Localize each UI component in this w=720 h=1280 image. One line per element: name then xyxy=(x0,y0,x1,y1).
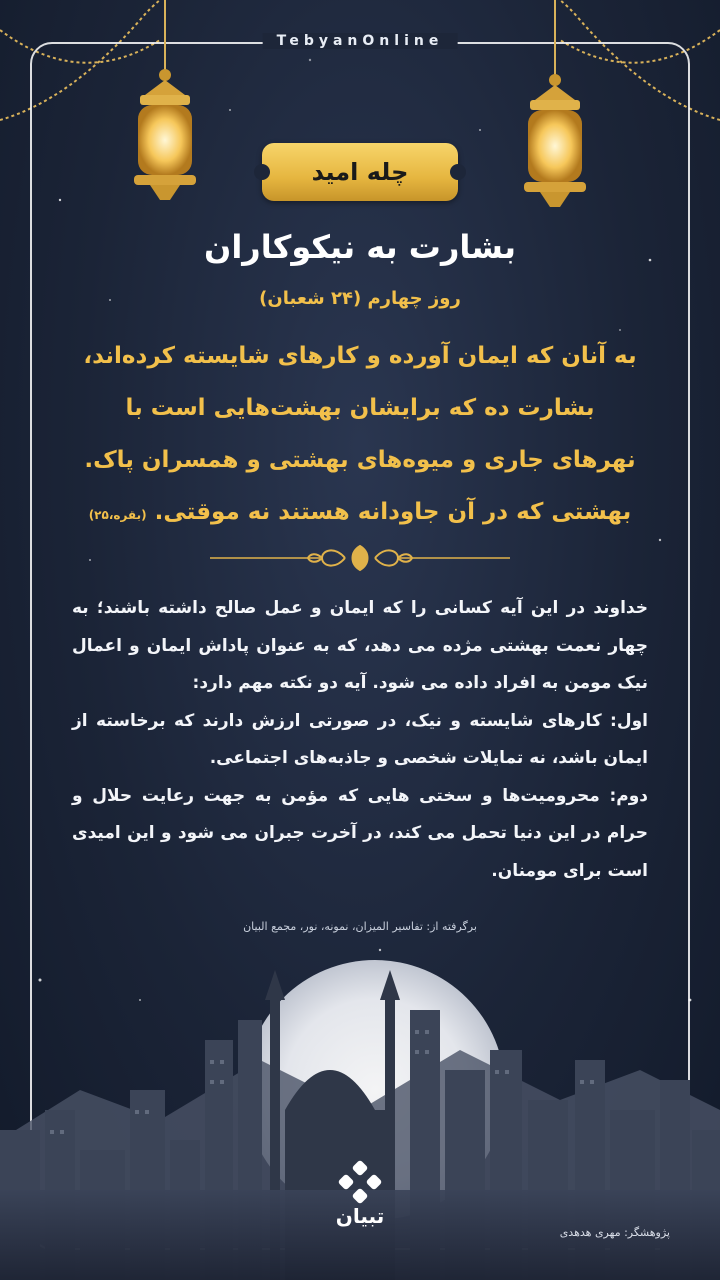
quran-verse xyxy=(80,330,640,541)
verse-line: نهرهای جاری و میوه‌های بهشتی و همسران پاک. xyxy=(84,447,636,473)
ornament-divider-icon xyxy=(210,540,510,576)
researcher-credit: پژوهشگر: مهری هدهدی xyxy=(559,1226,670,1239)
title-badge xyxy=(262,143,458,201)
commentary-paragraph: اول: کارهای شایسته و نیک، در صورتی ارزش دارند که برخاسته از ایمان باشد، نه تمایلات شخصی و جاذبه‌های اجتماعی. xyxy=(72,710,648,768)
source-citation: برگرفته از: تفاسیر المیزان، نمونه، نور، مجمع البیان xyxy=(243,920,477,933)
verse-line: به آنان که ایمان آورده و کارهای شایسته کرده‌اند، xyxy=(83,343,637,369)
badge-label: چله امید xyxy=(311,158,409,186)
tebyan-logo xyxy=(325,1160,395,1228)
commentary-paragraph: دوم: محرومیت‌ها و سختی هایی که مؤمن به جهت رعایت حلال و حرام در این دنیا تحمل می کند، در آخرت جبران می شود و این امیدی است برای مومنان. xyxy=(72,785,648,881)
lantern-right-icon xyxy=(500,0,610,215)
verse-line: بشارت ده که برایشان بهشت‌هایی است با xyxy=(125,395,595,421)
page-title: بشارت به نیکوکاران xyxy=(204,228,516,266)
day-subtitle: روز چهارم (۲۴ شعبان) xyxy=(259,288,461,309)
tebyan-logo-icon xyxy=(338,1160,382,1204)
logo-text: تبیان xyxy=(335,1204,385,1228)
verse-reference: (بقره،۲۵) xyxy=(88,508,147,522)
lantern-left-icon xyxy=(110,0,220,215)
verse-line-text: بهشتی که در آن جاودانه هستند نه موقتی. xyxy=(154,499,632,525)
brand-label: TebyanOnline xyxy=(263,33,458,49)
commentary-text xyxy=(72,590,648,890)
verse-line-last xyxy=(80,486,640,541)
commentary-paragraph: خداوند در این آیه کسانی را که ایمان و عمل صالح داشته باشند؛ به چهار نعمت بهشتی مژده می دهد، که به عنوان پاداش ایمان و اعمال نیک مومن به افراد داده می شود. آیه دو نکته مهم دارد: xyxy=(72,598,648,693)
